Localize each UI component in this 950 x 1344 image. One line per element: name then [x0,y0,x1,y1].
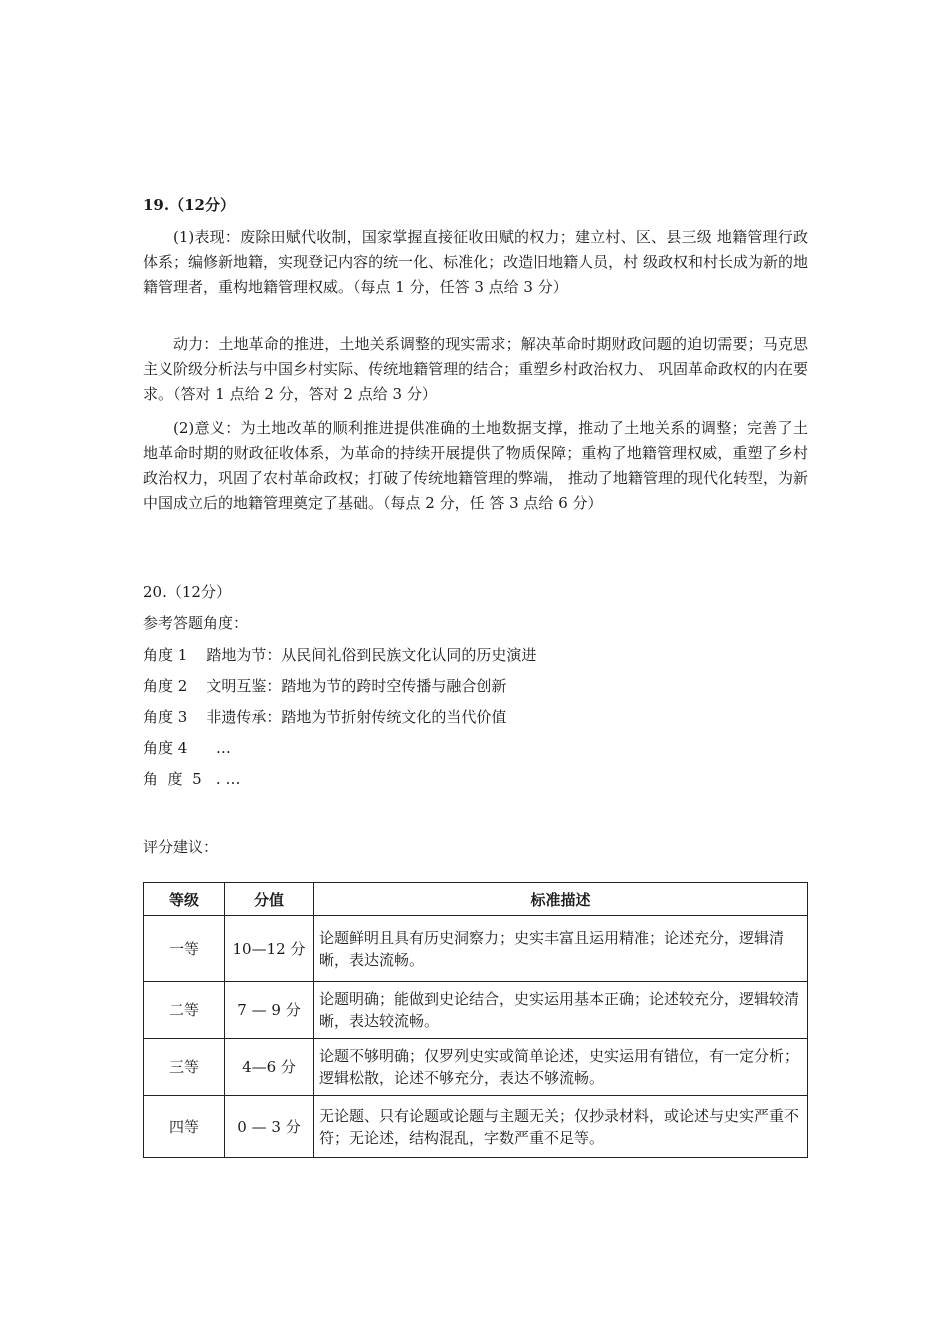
header-description: 标准描述 [314,883,808,916]
grade-cell: 一等 [144,916,225,982]
q19-part2-significance: (2)意义：为土地改革的顺利推进提供准确的土地数据支撑，推动了土地关系的调整；完善了土地革命时期的财政征收体系，为革命的持续开展提供了物质保障；重构了地籍管理权威，重塑了乡村政治权力，巩固了农村革命政权；打破了传统地籍管理的弊端， 推动了地籍管理的现代化转型，为新中国成立后的地籍管理奠定了基础。（每点 2 分，任 答 3 点给 6 分） [143,419,808,512]
angle-item: 角度 2 文明互鉴：踏地为节的跨时空传播与融合创新 [143,677,507,695]
score-cell: 0 — 3 分 [225,1096,314,1158]
header-score: 分值 [225,883,314,916]
reference-angles-label: 参考答题角度： [143,614,249,632]
table-row [144,982,808,1039]
score-cell: 7 — 9 分 [225,982,314,1039]
table-header-row [144,883,808,916]
angle-item: 角度 4 … [143,739,231,757]
angle-item: 角度 1 踏地为节：从民间礼俗到民族文化认同的历史演进 [143,646,537,664]
score-cell: 10—12 分 [225,916,314,982]
table-row [144,916,808,982]
grade-cell: 三等 [144,1039,225,1096]
description-cell: 论题不够明确；仅罗列史实或简单论述，史实运用有错位，有一定分析；逻辑松散，论述不够充分，表达不够流畅。 [314,1039,808,1096]
grade-cell: 四等 [144,1096,225,1158]
score-cell: 4—6 分 [225,1039,314,1096]
angle-item: 角度 3 非遗传承：踏地为节折射传统文化的当代价值 [143,708,507,726]
description-cell: 论题鲜明且具有历史洞察力；史实丰富且运用精准；论述充分，逻辑清晰，表达流畅。 [314,916,808,982]
grade-cell: 二等 [144,982,225,1039]
description-cell: 无论题、只有论题或论题与主题无关；仅抄录材料，或论述与史实严重不符；无论述，结构混乱，字数严重不足等。 [314,1096,808,1158]
grading-table [143,882,808,1158]
scoring-suggestion-label: 评分建议： [143,838,219,856]
q19-part1-performance: (1)表现：废除田赋代收制，国家掌握直接征收田赋的权力；建立村、区、县三级 地籍管理行政体系；编修新地籍，实现登记内容的统一化、标准化；改造旧地籍人员，村 级政权和村长成为新的地籍管理者，重构地籍管理权威。（每点 1 分，任答 3 点给 3 分） [143,228,808,296]
table-row [144,1096,808,1158]
angle-item: 角 度 5 . … [143,770,241,788]
question-19-heading: 19.（12分） [143,196,235,214]
question-20-heading: 20.（12分） [143,583,231,601]
table-row [144,1039,808,1096]
description-cell: 论题明确；能做到史论结合，史实运用基本正确；论述较充分，逻辑较清晰，表达较流畅。 [314,982,808,1039]
header-grade: 等级 [144,883,225,916]
q19-part1-motivation: 动力：土地革命的推进，土地关系调整的现实需求；解决革命时期财政问题的迫切需要；马克思主义阶级分析法与中国乡村实际、传统地籍管理的结合；重塑乡村政治权力、 巩固革命政权的内在要求。（答对 1 点给 2 分，答对 2 点给 3 分） [143,335,808,403]
